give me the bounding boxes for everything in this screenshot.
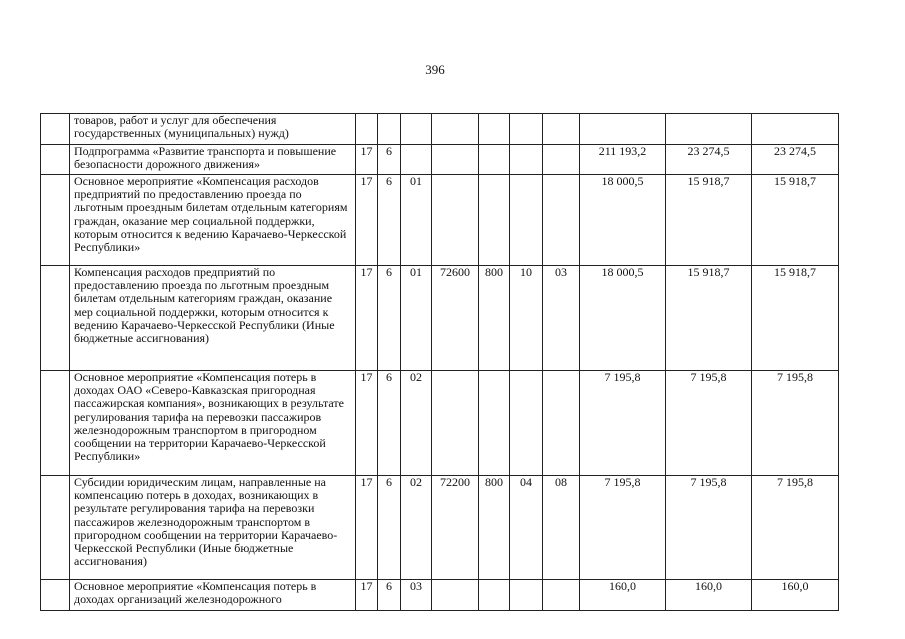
expense-type-cell: 800 [479,266,510,371]
ministry-code-cell [356,114,378,145]
amount-year-2 [666,114,752,145]
row-description: Основное мероприятие «Компенсация расходов предприятий по предоставлению проезда по льготным проездным билетам отдельным категориям граждан, оказание мер социальной поддержки, которым относится к ведению Карачаево-Черкесской Республики» [70,175,356,266]
direction-code-cell [432,114,479,145]
row-description: товаров, работ и услуг для обеспечения государственных (муниципальных) нужд) [70,114,356,145]
direction-code-cell: 72600 [432,266,479,371]
table-row [41,114,839,145]
table-row [41,266,839,371]
amount-year-3: 7 195,8 [752,476,839,580]
program-code-cell: 6 [378,371,401,476]
amount-year-3: 7 195,8 [752,371,839,476]
section-cell [510,580,543,611]
activity-code-cell: 01 [401,266,432,371]
ministry-code-cell: 17 [356,371,378,476]
program-code-cell: 6 [378,175,401,266]
row-description: Компенсация расходов предприятий по предоставлению проезда по льготным проездным билетам отдельным категориям граждан, оказание мер социальной поддержки, которым относится к ведению Карачаево-Черкесской Республики (Иные бюджетные ассигнования) [70,266,356,371]
amount-year-2: 7 195,8 [666,371,752,476]
amount-year-2: 15 918,7 [666,266,752,371]
expense-type-cell [479,371,510,476]
program-code-cell: 6 [378,145,401,175]
subsection-cell: 03 [543,266,580,371]
amount-year-2: 7 195,8 [666,476,752,580]
subsection-cell [543,145,580,175]
table-row [41,580,839,611]
row-description: Подпрограмма «Развитие транспорта и повышение безопасности дорожного движения» [70,145,356,175]
amount-year-1: 18 000,5 [580,175,666,266]
program-code-cell: 6 [378,266,401,371]
amount-year-3: 23 274,5 [752,145,839,175]
section-cell: 04 [510,476,543,580]
subsection-cell [543,371,580,476]
activity-code-cell: 03 [401,580,432,611]
ministry-code-cell: 17 [356,476,378,580]
index-cell [41,580,70,611]
activity-code-cell: 01 [401,175,432,266]
amount-year-3 [752,114,839,145]
activity-code-cell [401,145,432,175]
section-cell [510,371,543,476]
index-cell [41,476,70,580]
subsection-cell: 08 [543,476,580,580]
expense-type-cell [479,580,510,611]
amount-year-1: 18 000,5 [580,266,666,371]
expense-type-cell [479,114,510,145]
amount-year-2: 160,0 [666,580,752,611]
amount-year-2: 15 918,7 [666,175,752,266]
index-cell [41,371,70,476]
expense-type-cell [479,175,510,266]
amount-year-1: 160,0 [580,580,666,611]
activity-code-cell: 02 [401,371,432,476]
program-code-cell: 6 [378,580,401,611]
program-code-cell [378,114,401,145]
table-row [41,145,839,175]
subsection-cell [543,580,580,611]
section-cell [510,114,543,145]
subsection-cell [543,175,580,266]
amount-year-1: 211 193,2 [580,145,666,175]
section-cell [510,145,543,175]
amount-year-3: 160,0 [752,580,839,611]
budget-table [40,113,839,611]
direction-code-cell [432,371,479,476]
row-description: Основное мероприятие «Компенсация потерь в доходах ОАО «Северо-Кавказская пригородная пассажирская компания», возникающих в результате регулирования тарифа на перевозки пассажиров железнодорожным транспортом в пригородном сообщении на территории Карачаево-Черкесской Республики» [70,371,356,476]
direction-code-cell [432,175,479,266]
expense-type-cell: 800 [479,476,510,580]
row-description: Субсидии юридическим лицам, направленные на компенсацию потерь в доходах, возникающих в результате регулирования тарифа на перевозки пассажиров железнодорожным транспортом в пригородном сообщении на территории Карачаево-Черкесской Республики (Иные бюджетные ассигнования) [70,476,356,580]
index-cell [41,175,70,266]
ministry-code-cell: 17 [356,145,378,175]
ministry-code-cell: 17 [356,175,378,266]
activity-code-cell: 02 [401,476,432,580]
row-description: Основное мероприятие «Компенсация потерь в доходах организаций железнодорожного [70,580,356,611]
direction-code-cell [432,145,479,175]
direction-code-cell [432,580,479,611]
ministry-code-cell: 17 [356,266,378,371]
amount-year-2: 23 274,5 [666,145,752,175]
direction-code-cell: 72200 [432,476,479,580]
table-row [41,371,839,476]
index-cell [41,114,70,145]
index-cell [41,266,70,371]
index-cell [41,145,70,175]
amount-year-1: 7 195,8 [580,371,666,476]
expense-type-cell [479,145,510,175]
amount-year-1: 7 195,8 [580,476,666,580]
amount-year-1 [580,114,666,145]
subsection-cell [543,114,580,145]
activity-code-cell [401,114,432,145]
table-row [41,175,839,266]
amount-year-3: 15 918,7 [752,266,839,371]
amount-year-3: 15 918,7 [752,175,839,266]
ministry-code-cell: 17 [356,580,378,611]
page-number: 396 [425,62,445,77]
section-cell: 10 [510,266,543,371]
table-row [41,476,839,580]
section-cell [510,175,543,266]
program-code-cell: 6 [378,476,401,580]
